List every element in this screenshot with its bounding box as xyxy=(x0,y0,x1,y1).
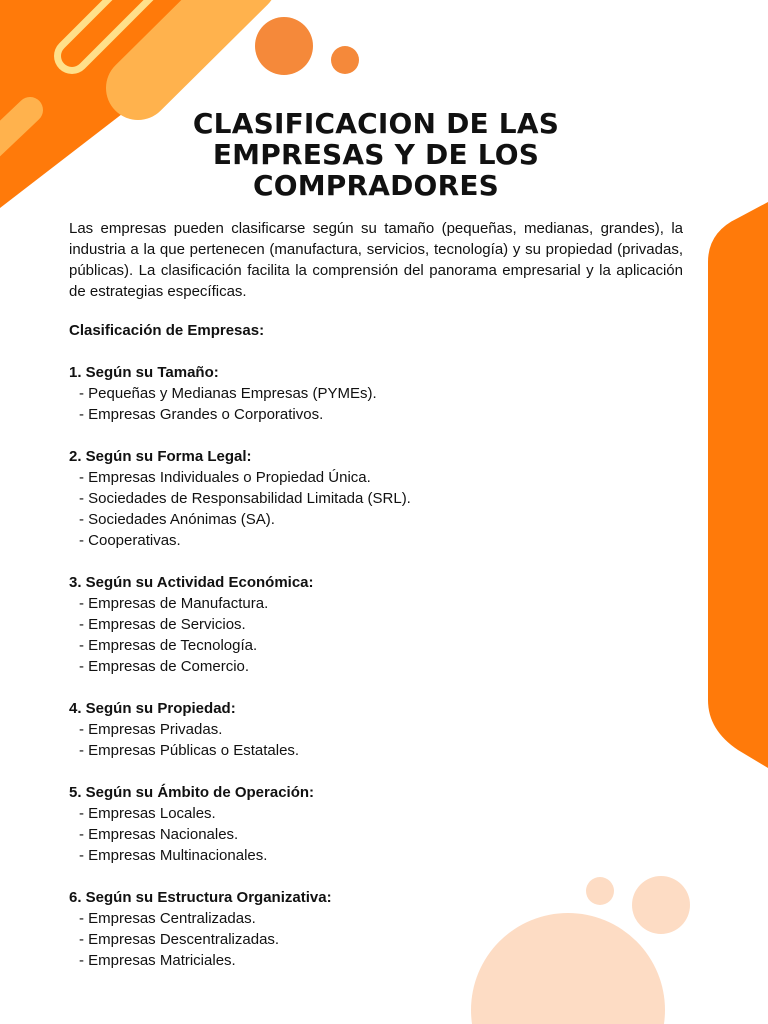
group-title: 3. Según su Actividad Económica: xyxy=(69,574,314,591)
document-body xyxy=(69,108,683,971)
intro-paragraph: Las empresas pueden clasificarse según su tamaño (pequeñas, medianas, grandes), la industria a la que pertenecen (manufactura, servicios, tecnología) y su propiedad (privadas, públicas). La clasificación facilita la comprensión del panorama empresarial y la aplicación de estrategias específicas. xyxy=(69,220,683,300)
list-item: - Empresas de Manufactura. xyxy=(79,595,269,612)
list-item: - Pequeñas y Medianas Empresas (PYMEs). xyxy=(79,385,377,402)
right-orange-shape xyxy=(708,202,768,768)
list-item: - Empresas Privadas. xyxy=(79,721,223,738)
group-title: 1. Según su Tamaño: xyxy=(69,364,219,381)
group-title: 6. Según su Estructura Organizativa: xyxy=(69,889,332,906)
group-title: 5. Según su Ámbito de Operación: xyxy=(69,784,315,801)
classification-group xyxy=(69,446,683,551)
title-line: COMPRADORES xyxy=(252,169,500,202)
list-item: - Empresas de Servicios. xyxy=(79,616,246,633)
list-item: - Empresas Multinacionales. xyxy=(79,847,268,864)
list-item: - Sociedades Anónimas (SA). xyxy=(79,511,275,528)
page-title xyxy=(69,108,683,201)
classification-group xyxy=(69,572,683,677)
top-circle-small xyxy=(331,46,359,74)
group-title: 2. Según su Forma Legal: xyxy=(69,448,252,465)
section-heading: Clasificación de Empresas: xyxy=(69,322,265,339)
list-item: - Empresas Descentralizadas. xyxy=(79,931,280,948)
group-title: 4. Según su Propiedad: xyxy=(69,700,236,717)
list-item: - Empresas Locales. xyxy=(79,805,216,822)
title-line: EMPRESAS Y DE LOS xyxy=(212,138,540,171)
list-item: - Empresas Grandes o Corporativos. xyxy=(79,406,324,423)
list-item: - Empresas Públicas o Estatales. xyxy=(79,742,300,759)
top-circle-large xyxy=(255,17,313,75)
list-item: - Empresas Nacionales. xyxy=(79,826,239,843)
classification-group xyxy=(69,887,683,971)
classification-group xyxy=(69,362,683,425)
list-item: - Empresas de Comercio. xyxy=(79,658,250,675)
list-item: - Empresas Matriciales. xyxy=(79,952,236,969)
classification-group xyxy=(69,698,683,761)
title-line: CLASIFICACION DE LAS xyxy=(192,107,560,140)
list-item: - Empresas de Tecnología. xyxy=(79,637,258,654)
list-item: - Cooperativas. xyxy=(79,532,181,549)
classification-list xyxy=(69,362,683,971)
list-item: - Sociedades de Responsabilidad Limitada (SRL). xyxy=(79,490,411,507)
list-item: - Empresas Individuales o Propiedad Única. xyxy=(79,469,371,486)
list-item: - Empresas Centralizadas. xyxy=(79,910,256,927)
classification-group xyxy=(69,782,683,866)
